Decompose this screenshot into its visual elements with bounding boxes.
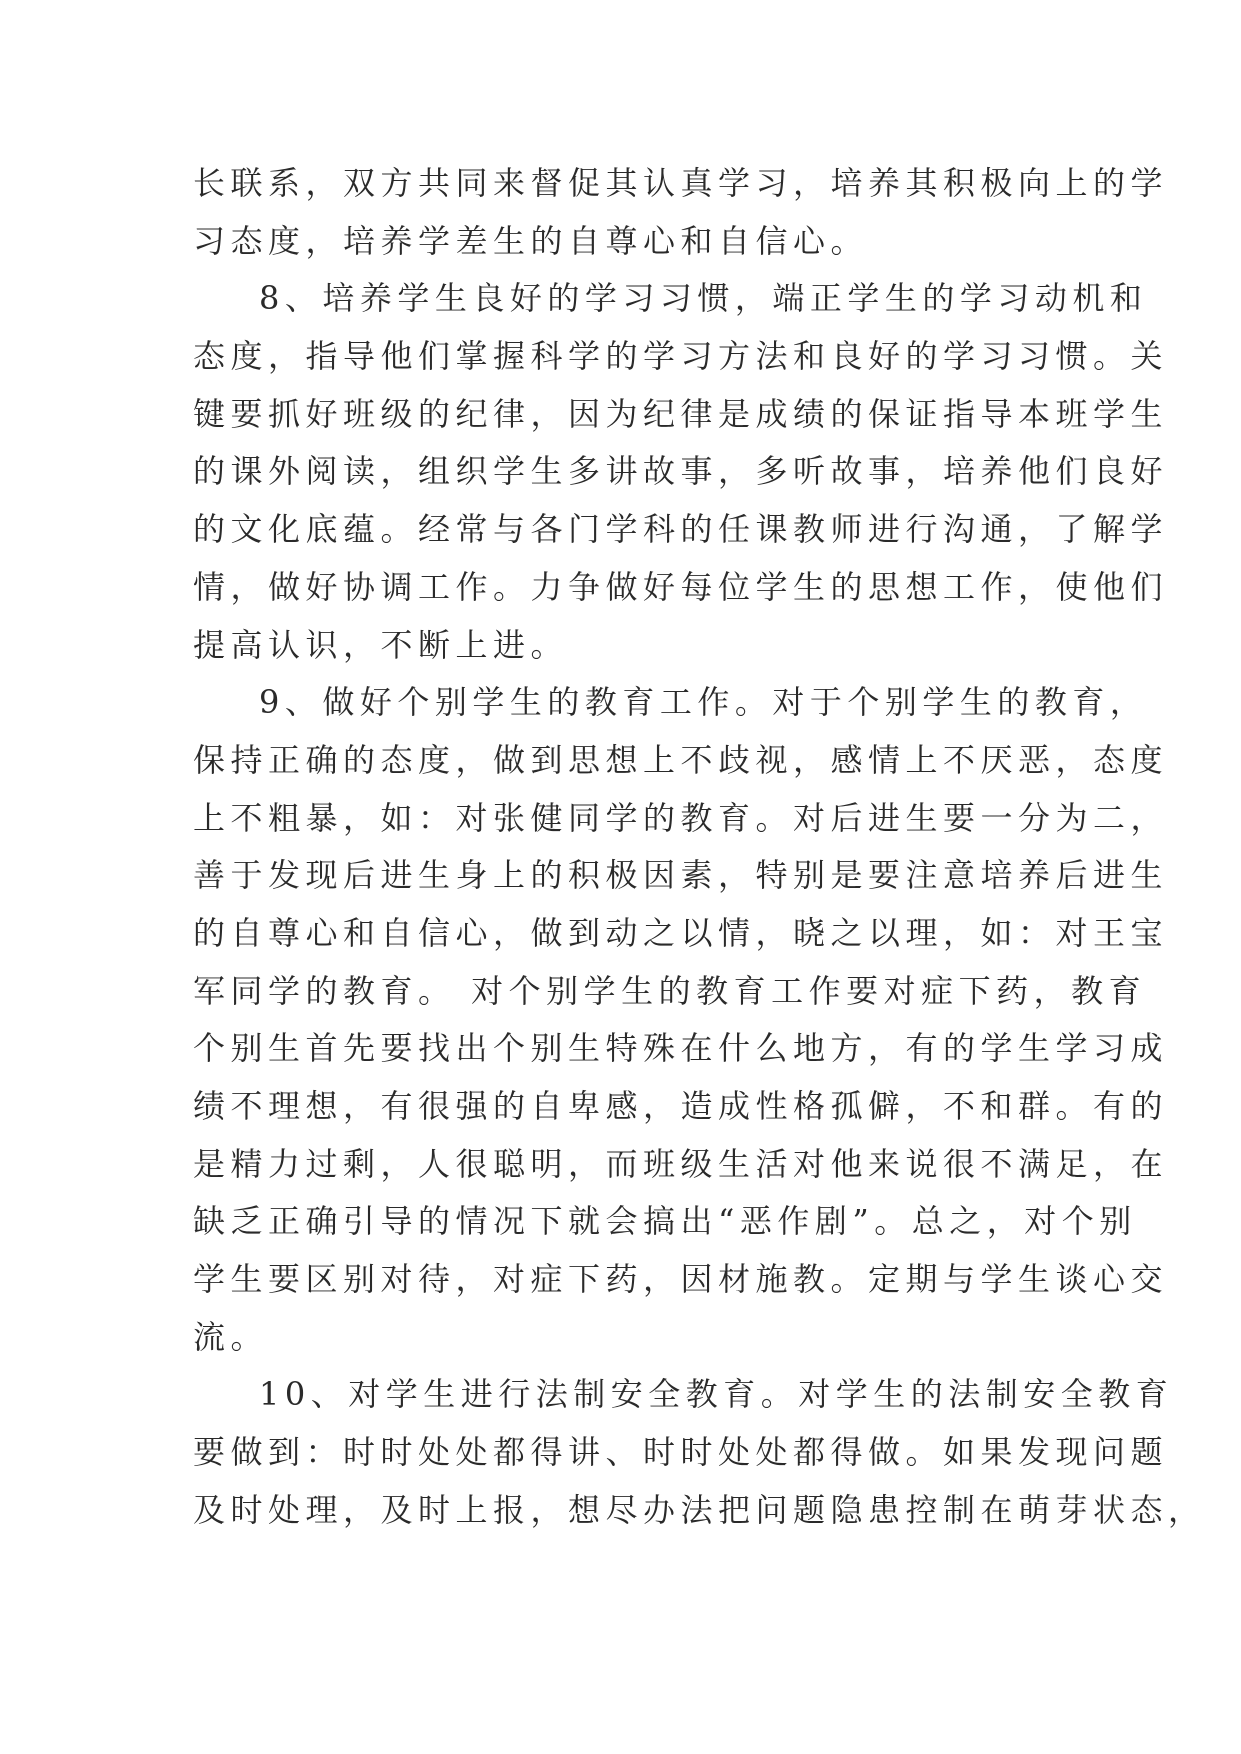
text-line: 的文化底蕴。经常与各门学科的任课教师进行沟通，了解学 [193, 510, 1169, 549]
text-line: 流。 [193, 1317, 269, 1356]
body-text [193, 155, 1206, 1540]
text-line: 上不粗暴，如：对张健同学的教育。对后进生要一分为二， [193, 798, 1169, 837]
text-line: 习态度，培养学差生的自尊心和自信心。 [193, 221, 869, 260]
text-line: 个别生首先要找出个别生特殊在什么地方，有的学生学习成 [193, 1029, 1169, 1068]
text-line: 保持正确的态度，做到思想上不歧视，感情上不厌恶，态度 [193, 740, 1169, 779]
text-line: 的自尊心和自信心，做到动之以情，晓之以理，如：对王宝 [193, 913, 1169, 952]
paragraph-first-line: 10、对学生进行法制安全教育。对学生的法制安全教育 [259, 1375, 1174, 1414]
text-line: 的课外阅读，组织学生多讲故事，多听故事，培养他们良好 [193, 452, 1169, 491]
text-line: 情，做好协调工作。力争做好每位学生的思想工作，使他们 [193, 567, 1169, 606]
text-line: 长联系，双方共同来督促其认真学习，培养其积极向上的学 [193, 164, 1169, 202]
text-line: 键要抓好班级的纪律，因为纪律是成绩的保证指导本班学生 [193, 394, 1169, 433]
text-line: 态度，指导他们掌握科学的学习方法和良好的学习习惯。关 [193, 337, 1169, 376]
text-line: 学生要区别对待，对症下药，因材施教。定期与学生谈心交 [193, 1260, 1169, 1299]
text-line: 绩不理想，有很强的自卑感，造成性格孤僻，不和群。有的 [193, 1087, 1169, 1125]
text-line: 要做到：时时处处都得讲、时时处处都得做。如果发现问题 [193, 1433, 1169, 1472]
text-line: 军同学的教育。 对个别学生的教育工作要对症下药，教育 [193, 971, 1147, 1010]
text-line: 及时处理，及时上报，想尽办法把问题隐患控制在萌芽状态， [193, 1490, 1206, 1529]
paragraph-first-line: 8、培养学生良好的学习习惯，端正学生的学习动机和 [259, 279, 1148, 318]
text-line: 是精力过剩，人很聪明，而班级生活对他来说很不满足，在 [193, 1144, 1169, 1183]
paragraph-first-line: 9、做好个别学生的教育工作。对于个别学生的教育， [259, 683, 1148, 722]
text-line: 缺乏正确引导的情况下就会搞出“恶作剧”。总之，对个别 [193, 1202, 1137, 1241]
text-line: 提高认识，不断上进。 [193, 625, 569, 664]
text-line: 善于发现后进生身上的积极因素，特别是要注意培养后进生 [193, 856, 1169, 895]
